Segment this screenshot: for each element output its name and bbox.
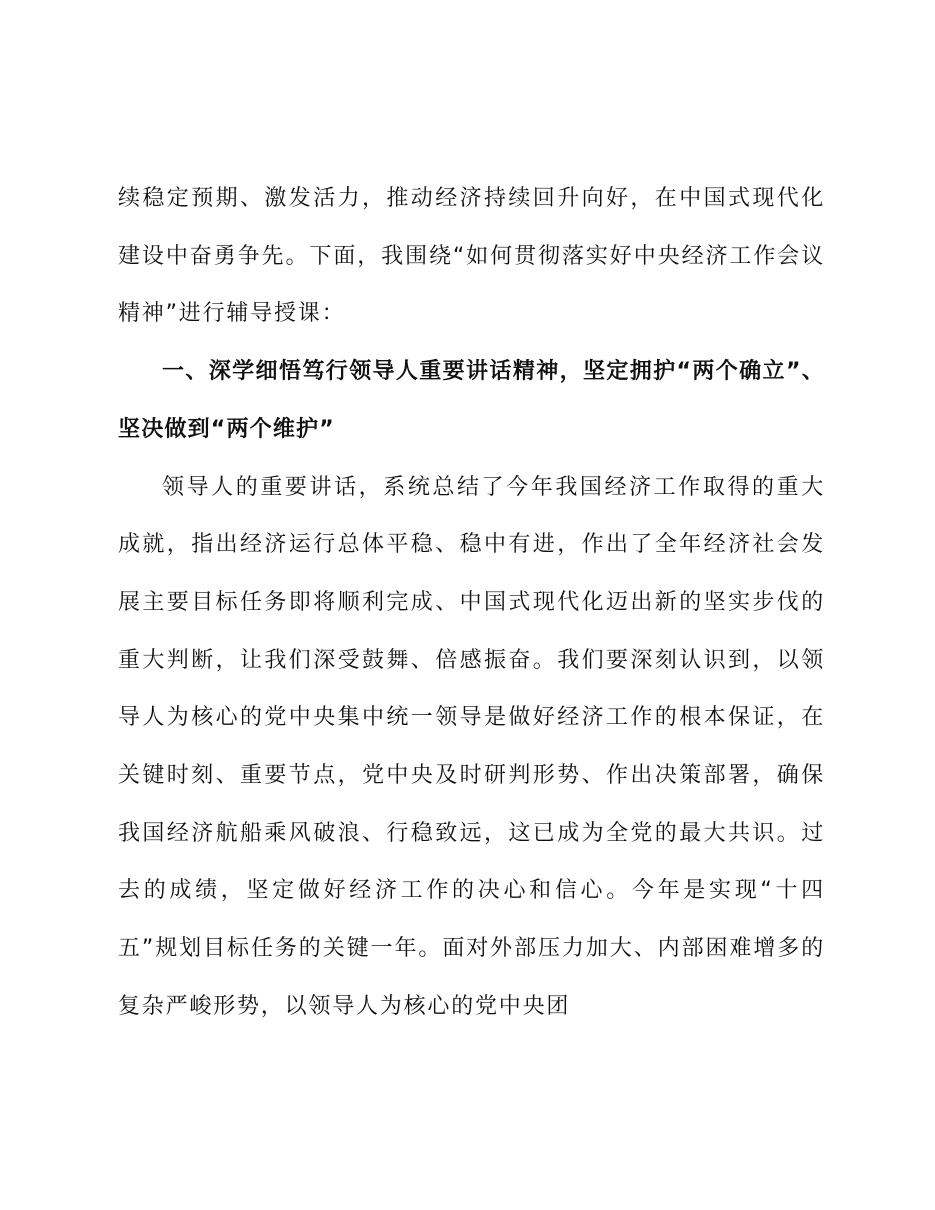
section-heading-1: 一、深学细悟笃行领导人重要讲话精神，坚定拥护“两个确立”、坚决做到“两个维护”: [118, 359, 825, 442]
paragraph-intro-continuation: 续稳定预期、激发活力，推动经济持续回升向好，在中国式现代化建设中奋勇争先。下面，我围绕“如何贯彻落实好中央经济工作会议精神”进行辅导授课：: [118, 186, 825, 327]
paragraph-section-1-body: 领导人的重要讲话，系统总结了今年我国经济工作取得的重大成就，指出经济运行总体平稳、稳中有进，作出了全年经济社会发展主要目标任务即将顺利完成、中国式现代化迈出新的坚实步伐的重大判断，让我们深受鼓舞、倍感振奋。我们要深刻认识到，以领导人为核心的党中央集中统一领导是做好经济工作的根本保证，在关键时刻、重要节点，党中央及时研判形势、作出决策部署，确保我国经济航船乘风破浪、行稳致远，这已成为全党的最大共识。过去的成绩，坚定做好经济工作的决心和信心。今年是实现“十四五”规划目标任务的关键一年。面对外部压力加大、内部困难增多的复杂严峻形势，以领导人为核心的党中央团: [118, 474, 825, 1019]
document-body: [118, 170, 825, 1036]
